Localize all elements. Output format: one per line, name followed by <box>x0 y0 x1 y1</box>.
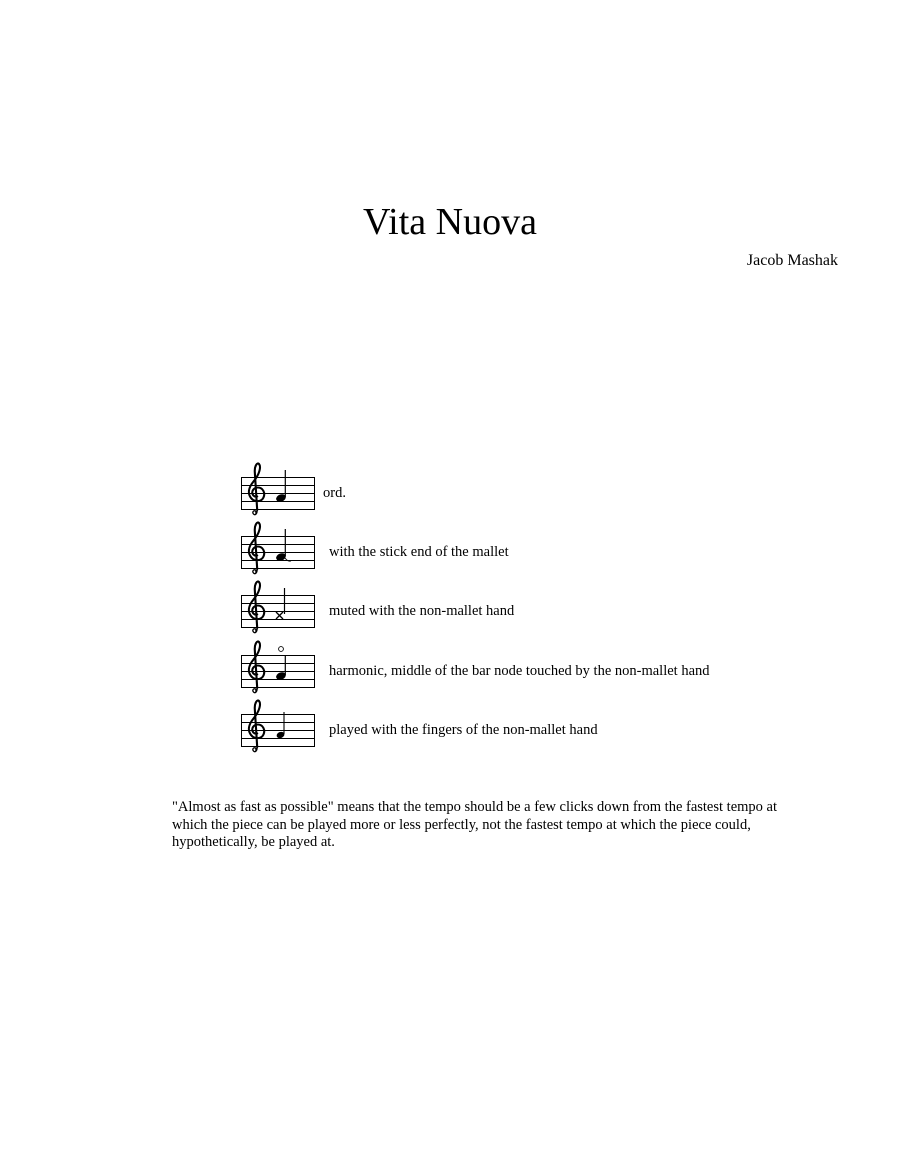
stick-end-note-icon <box>275 529 291 562</box>
treble-clef-icon <box>249 700 264 751</box>
fingers-note-icon <box>276 712 286 739</box>
treble-clef-icon <box>249 581 264 632</box>
legend-label-ordinary: ord. <box>323 485 346 501</box>
staff-stick-end <box>241 522 315 573</box>
treble-clef-icon <box>249 463 264 514</box>
legend-label-muted: muted with the non-mallet hand <box>329 603 515 619</box>
staff-harmonic <box>241 641 315 692</box>
legend-label-stick-end: with the stick end of the mallet <box>329 544 509 560</box>
staff-muted <box>241 581 315 632</box>
legend-label-fingers: played with the fingers of the non-mallet hand <box>329 722 598 738</box>
composer-name: Jacob Mashak <box>746 252 838 269</box>
legend-label-harmonic: harmonic, middle of the bar node touched by the non-mallet hand <box>329 663 710 679</box>
quarter-note-icon <box>275 470 287 503</box>
treble-clef-icon <box>249 641 264 692</box>
staff-ordinary <box>241 463 315 514</box>
staff-fingers <box>241 700 315 751</box>
treble-clef-icon <box>249 522 264 573</box>
performance-note: "Almost as fast as possible" means that the tempo should be a few clicks down from the fastest tempo at which the piece can be played more or less perfectly, not the fastest tempo at which the piece could, hypothetically, be played at. <box>172 799 777 850</box>
piece-title: Vita Nuova <box>363 201 537 243</box>
